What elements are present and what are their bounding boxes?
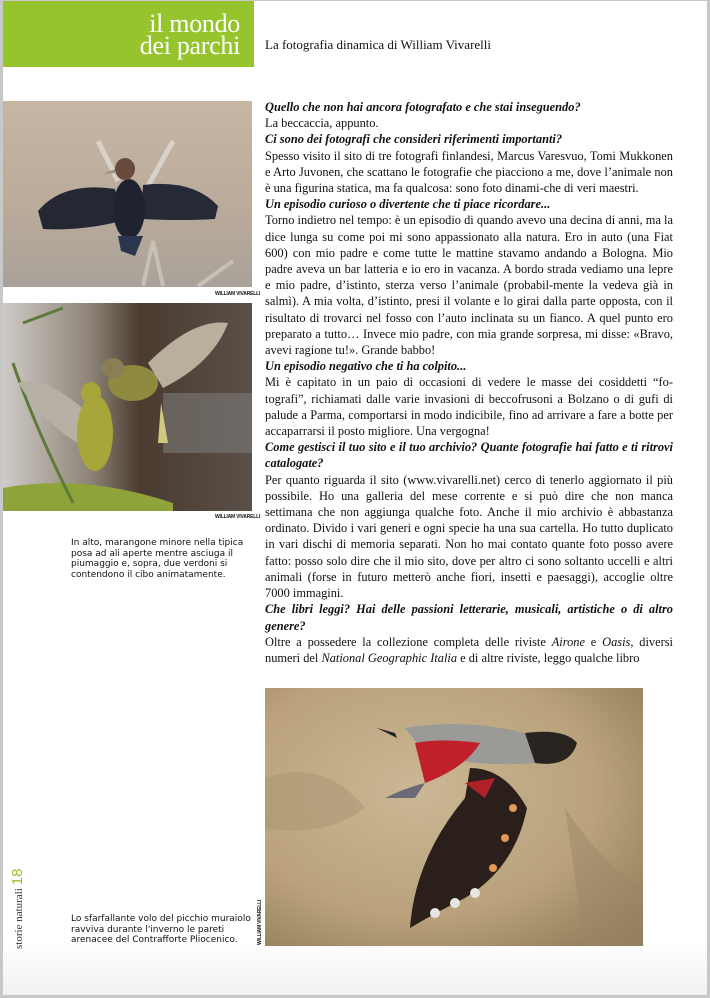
interview-question: Quello che non hai ancora fotografato e che stai inseguendo? <box>265 100 581 114</box>
interview-answer: Mi è capitato in un paio di occasioni di vedere le masse dei cosiddetti “fo-tografi”, richiamati dalle varie invasioni di beccofrusoni a Bolzano o di gufi di palude a Parma, comportarsi in modo indicibile, fino ad arrivare a fare a botte per accaparrarsi il posto migliore. Una vergogna! <box>265 375 673 439</box>
photo-greenfinches <box>3 303 252 511</box>
photo-wallcreeper <box>265 688 643 946</box>
caption-top-photos: In alto, marangone minore nella tipica posa ad ali aperte mentre asciuga il piumaggio e, sopra, due verdoni si contendono il cibo animatamente. <box>71 538 244 580</box>
interview-question: Come gestisci il tuo sito e il tuo archivio? Quante fotografie hai fatto e ti ritrovi catalogate? <box>265 440 673 471</box>
interview-question: Che libri leggi? Hai delle passioni letterarie, musicali, artistiche o di altro genere? <box>265 602 673 633</box>
answer-text: , diversi numeri del <box>265 634 674 665</box>
interview-answer <box>265 634 673 666</box>
magazine-page <box>3 1 707 995</box>
page-folio <box>9 869 26 949</box>
interview-text <box>265 99 673 666</box>
section-title <box>139 9 240 60</box>
answer-text: Oltre a possedere la collezione completa delle riviste <box>265 634 552 649</box>
publication-title: Airone <box>551 634 585 649</box>
photo-credit-cormorant: WILLIAM VIVARELLI <box>215 291 261 297</box>
interview-answer: Per quanto riguarda il sito (www.vivarelli.net) cerco di tenerlo aggiornato il più possibile. Ho una galleria del mese corrente e si può dire che non manca settimana che non aggiunga qualche foto. Anche il mio archivio è abbastanza ordinato. Divido i vari generi e ogni specie ha una sua cartella. Ho tutto duplicato in vari dischi di memoria separati. Non ho mai contato quante foto posso avere fatto: posso solo dire che il mio sito, dove per altro ci sono soltanto uccelli e altri animali (forse in futuro metterò anche fiori, insetti e paesaggi), accoglie oltre 7000 immagini. <box>265 472 673 601</box>
interview-answer: Spesso visito il sito di tre fotografi finlandesi, Marcus Varesvuo, Tomi Mukkonen e Arto Juvonen, che scattano le fotografie che piacciono a me, dove l’animale non è una figurina statica, ma fa qualcosa: sono foto dinami-che di veri maestri. <box>265 148 673 196</box>
article-subtitle: La fotografia dinamica di William Vivarelli <box>265 37 492 52</box>
magazine-name: storie naturali <box>13 888 25 949</box>
answer-text: e <box>584 634 603 649</box>
publication-title: National Geographic Italia <box>321 650 458 665</box>
interview-answer: Torno indietro nel tempo: è un episodio di quando avevo una decina di anni, ma la dice lunga su come poi mi sono appassionato alla natura. Ero in auto (una Fiat 600) con mio padre e come tutte le mattine stavamo andando a Bologna. Mio padre aveva un bar latteria e io ero in vacanza. A bordo strada vediamo una lepre e mio padre, d’istinto, sterza verso l’animale (probabil-mente la vedeva già in salmì). A mia volta, d’istinto, presi il volante e lo girai dalla parte opposta, con il risultato di trovarci nel fosso con l’auto inclinata su un fianco. A quel punto ero preparato a tutto… Invece mio padre, con mia grande sorpresa, mi disse: «Bravo, avevi ragione tu!». Grande babbo! <box>265 213 673 358</box>
section-title-line2: dei parchi <box>139 31 240 60</box>
section-header-band <box>3 1 254 67</box>
section-title-line1: il mondo <box>149 9 240 38</box>
interview-question: Un episodio negativo che ti ha colpito... <box>265 359 467 374</box>
photo-credit-wallcreeper: WILLIAM VIVARELLI <box>257 899 263 945</box>
interview-question: Un episodio curioso o divertente che ti piace ricordare... <box>265 197 551 212</box>
publication-title: Oasis <box>602 634 631 649</box>
answer-text: e di altre riviste, leggo qualche libro <box>457 650 640 665</box>
photo-cormorant <box>3 101 252 287</box>
interview-question: Ci sono dei fotografi che consideri riferimenti importanti? <box>265 132 563 147</box>
interview-answer: La beccaccia, appunto. <box>265 116 379 131</box>
caption-wallcreeper: Lo sfarfallante volo del picchio muraiolo ravviva durante l'inverno le pareti arenacee del Contrafforte Pliocenico. <box>71 914 251 945</box>
page-number: 18 <box>9 868 26 886</box>
photo-credit-greenfinches: WILLIAM VIVARELLI <box>215 514 261 520</box>
